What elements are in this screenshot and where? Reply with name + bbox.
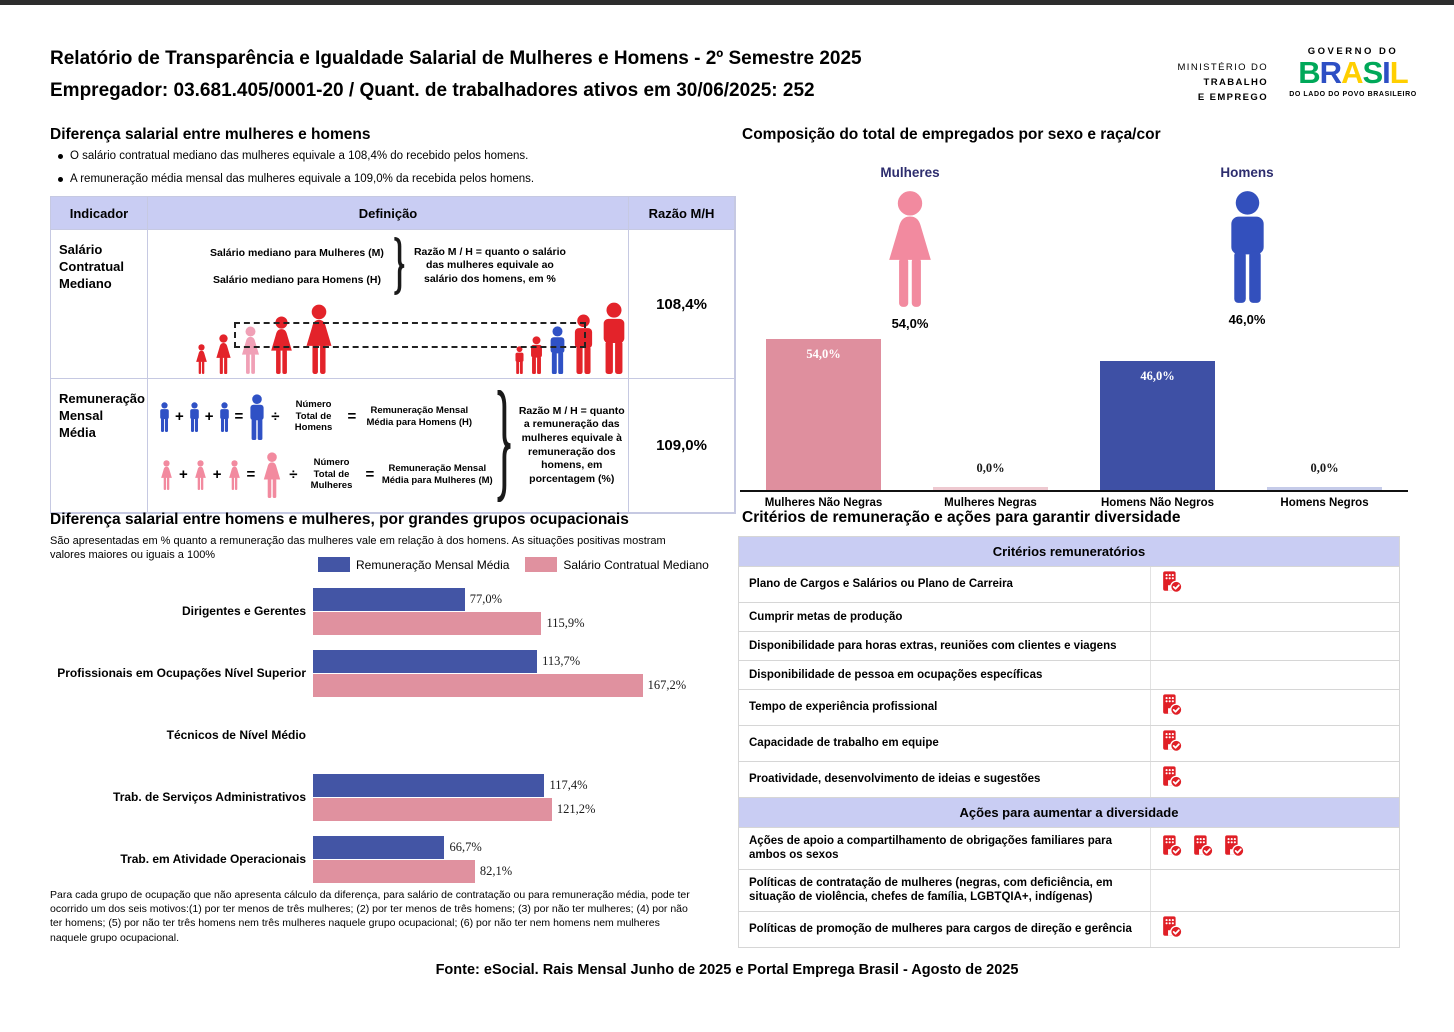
women-mean-formula	[158, 452, 496, 498]
composition-chart	[740, 322, 1408, 492]
occupational-value-label: 115,9%	[546, 615, 585, 630]
criteria-label: Cumprir metas de produção	[739, 603, 1151, 631]
composition-value-label: 54,0%	[806, 346, 841, 361]
occupational-value-label: 77,0%	[469, 591, 503, 606]
top-border-bar	[0, 0, 1454, 5]
woman-large-icon	[845, 190, 975, 312]
plus-operator: +	[179, 466, 188, 483]
composition-value-label: 0,0%	[1310, 461, 1339, 475]
criteria-row	[739, 726, 1399, 762]
occupational-bar	[313, 798, 552, 821]
composition-bar	[933, 487, 1048, 490]
criteria-row	[739, 690, 1399, 726]
occupational-subtitle: São apresentadas em % quanto a remuneração das mulheres vale em relação à dos homens. As situações positivas mostram valores maiores ou iguais a 100%	[50, 535, 666, 562]
gov-brasil-logo	[1284, 46, 1422, 98]
median-highlight-box	[234, 322, 586, 348]
criteria-row	[739, 762, 1399, 798]
section-title-occupational: Diferença salarial entre homens e mulheres, por grandes grupos ocupacionais	[50, 511, 629, 528]
bullet-mean-salary-text: A remuneração média mensal das mulheres equivale a 109,0% da recebida pelos homens.	[70, 173, 535, 185]
criteria-label: Políticas de promoção de mulheres para cargos de direção e gerência	[739, 912, 1151, 947]
men-label: Homens	[1220, 165, 1274, 180]
men-pct: 46,0%	[1228, 312, 1266, 327]
women-result-label: Remuneração Mensal Média para Mulheres (M)	[381, 463, 493, 486]
occupational-chart	[50, 580, 740, 890]
divide-operator: ÷	[289, 466, 298, 483]
man-figure-icon	[188, 402, 201, 432]
occupational-value-label: 117,4%	[549, 777, 588, 792]
composition-category-label: Mulheres Negras	[944, 497, 1037, 509]
equals-operator: =	[246, 466, 256, 483]
plus-operator: +	[212, 466, 222, 483]
brasil-letter: B	[1298, 55, 1320, 90]
ministry-logo	[1150, 60, 1268, 106]
man-figure-icon	[598, 302, 628, 374]
plus-operator: +	[175, 408, 184, 425]
composition-bar	[1267, 487, 1382, 490]
criteria-section-header: Ações para aumentar a diversidade	[739, 798, 1399, 828]
equals-operator: =	[234, 408, 244, 425]
man-large-icon	[1182, 190, 1312, 308]
man-figure-icon	[158, 402, 171, 432]
occupational-category-label: Trab. de Serviços Administrativos	[113, 789, 306, 804]
bullet-dot	[58, 177, 63, 182]
occupational-bar	[313, 860, 475, 883]
section-title-composition: Composição do total de empregados por sexo e raça/cor	[742, 126, 1161, 143]
bullet-dot	[58, 154, 63, 159]
women-summary	[845, 165, 975, 331]
occupational-category-label: Trab. em Atividade Operacionais	[120, 851, 306, 866]
legend-swatch-mediano	[525, 557, 557, 572]
occupational-bar	[313, 674, 643, 697]
woman-figure-icon	[158, 460, 175, 490]
criteria-label: Tempo de experiência profissional	[739, 690, 1151, 725]
composition-slot	[1241, 322, 1408, 490]
composition-slot	[907, 322, 1074, 490]
occupational-footnote: Para cada grupo de ocupação que não apresenta cálculo da diferença, para salário de contratação ou para remuneração média, pode ter ocorrido um dos seis motivos:(1) por ter menos de três mulheres; (2) por ter menos de três homens; (3) por não ter mulheres; (4) por não ter homens; (5) por não ter três homens nem três mulheres naquele grupo ocupacional; (6) por não ter nem homens nem mulheres naquele grupo ocupacional.	[50, 889, 690, 944]
composition-category-label: Homens Negros	[1280, 497, 1369, 509]
man-figure-icon	[513, 346, 525, 374]
criteria-checks	[1151, 632, 1399, 660]
men-mean-formula	[158, 394, 496, 440]
building-check-icon	[1159, 570, 1183, 599]
building-check-icon	[1190, 834, 1214, 863]
men-summary	[1182, 165, 1312, 327]
occupational-group	[50, 766, 740, 828]
composition-slot	[740, 322, 907, 490]
equals-operator: =	[347, 408, 357, 425]
criteria-row	[739, 603, 1399, 632]
brasil-letter: L	[1389, 55, 1408, 90]
occupational-value-label: 167,2%	[647, 677, 687, 692]
brasil-letter: S	[1362, 55, 1383, 90]
occupational-bar	[313, 774, 544, 797]
occupational-category-label: Profissionais em Ocupações Nível Superior	[57, 665, 306, 680]
criteria-table	[738, 536, 1400, 948]
indicator-median-salary: Salário Contratual Mediano	[51, 230, 148, 379]
occupational-bar	[313, 612, 541, 635]
report-title: Relatório de Transparência e Igualdade Salarial de Mulheres e Homens - 2º Semestre 2025	[50, 48, 862, 69]
criteria-checks	[1151, 726, 1399, 761]
section-title-criteria: Critérios de remuneração e ações para garantir diversidade	[742, 509, 1181, 526]
col-header-indicador: Indicador	[51, 197, 148, 230]
criteria-checks	[1151, 870, 1399, 911]
occupational-category-label: Técnicos de Nível Médio	[166, 727, 306, 742]
bullet-mean-salary	[58, 173, 534, 185]
composition-category-label: Homens Não Negros	[1100, 497, 1215, 509]
ministry-line3: E EMPREGO	[1197, 92, 1268, 104]
median-men-def: Salário mediano para Homens (H)	[212, 273, 382, 286]
gov-logo-bottom-text: DO LADO DO POVO BRASILEIRO	[1289, 90, 1417, 98]
criteria-checks	[1151, 661, 1399, 689]
brasil-wordmark	[1284, 57, 1422, 90]
chart-legend	[318, 557, 709, 572]
criteria-row	[739, 912, 1399, 947]
legend-item-median	[525, 557, 708, 572]
ratio-mean: 109,0%	[629, 379, 735, 513]
criteria-label: Proatividade, desenvolvimento de ideias e sugestões	[739, 762, 1151, 797]
bullet-median-salary	[58, 150, 528, 162]
plus-operator: +	[204, 408, 214, 425]
occupational-value-label: 121,2%	[556, 801, 596, 816]
occupational-value-label: 66,7%	[449, 839, 482, 854]
legend-label-media: Remuneração Mensal Média	[356, 557, 510, 572]
ministry-line1: MINISTÉRIO DO	[1177, 62, 1268, 73]
brasil-letter: A	[1341, 55, 1363, 90]
woman-figure-icon	[193, 344, 209, 374]
composition-bar	[766, 339, 881, 490]
composition-categories	[740, 497, 1408, 509]
occupational-group	[50, 828, 740, 890]
definition-mean-salary	[148, 379, 629, 513]
women-count-label: Número Total de Mulheres	[310, 457, 353, 492]
composition-category-label: Mulheres Não Negras	[764, 497, 883, 509]
employer-line: Empregador: 03.681.405/0001-20 / Quant. de trabalhadores ativos em 30/06/2025: 252	[50, 80, 815, 101]
occupational-bar	[313, 588, 465, 611]
criteria-row	[739, 828, 1399, 870]
building-check-icon	[1159, 765, 1183, 794]
criteria-row	[739, 870, 1399, 912]
occupational-group	[50, 642, 740, 704]
median-ratio-note: Razão M / H = quanto o salário das mulheres equivale ao salário dos homens, em %	[413, 246, 566, 285]
men-result-label: Remuneração Mensal Média para Homens (H)	[366, 405, 473, 428]
legend-item-mean	[318, 557, 509, 572]
composition-slot	[1074, 322, 1241, 490]
criteria-label: Capacidade de trabalho em equipe	[739, 726, 1151, 761]
col-header-razao: Razão M/H	[629, 197, 735, 230]
legend-label-mediano: Salário Contratual Mediano	[563, 557, 709, 572]
man-figure-icon	[218, 402, 231, 432]
source-footer: Fonte: eSocial. Rais Mensal Junho de 2025 e Portal Emprega Brasil - Agosto de 2025	[435, 962, 1019, 978]
woman-figure-icon	[192, 460, 209, 490]
gov-logo-top-text: GOVERNO DO	[1307, 46, 1399, 57]
woman-figure-icon	[259, 452, 285, 498]
ratio-median: 108,4%	[629, 230, 735, 379]
occupational-value-label: 82,1%	[479, 863, 513, 878]
criteria-checks	[1151, 603, 1399, 631]
criteria-checks	[1151, 912, 1399, 947]
criteria-row	[739, 567, 1399, 603]
divide-operator: ÷	[271, 408, 280, 425]
composition-bar	[1100, 361, 1215, 490]
composition-value-label: 0,0%	[976, 461, 1005, 475]
women-label: Mulheres	[880, 165, 940, 180]
criteria-checks	[1151, 828, 1399, 869]
criteria-checks	[1151, 690, 1399, 725]
criteria-checks	[1151, 762, 1399, 797]
woman-figure-icon	[212, 334, 234, 374]
brasil-letter: R	[1319, 55, 1342, 90]
brace-icon	[496, 390, 511, 502]
criteria-label: Ações de apoio a compartilhamento de obrigações familiares para ambos os sexos	[739, 828, 1151, 869]
definition-median-salary	[148, 230, 629, 379]
criteria-checks	[1151, 567, 1399, 602]
mean-ratio-note: Razão M / H = quanto a remuneração das mulheres equivale à remuneração dos homens, em porcentagem (%)	[518, 404, 625, 485]
occupational-bar	[313, 836, 444, 859]
salary-indicator-table	[50, 196, 736, 514]
legend-swatch-media	[318, 557, 350, 572]
building-check-icon	[1159, 729, 1183, 758]
criteria-label: Plano de Cargos e Salários ou Plano de Carreira	[739, 567, 1151, 602]
man-figure-icon	[247, 394, 267, 440]
women-pct: 54,0%	[891, 316, 929, 331]
criteria-row	[739, 632, 1399, 661]
building-check-icon	[1159, 693, 1183, 722]
criteria-row	[739, 661, 1399, 690]
median-pictogram	[148, 296, 628, 378]
criteria-label: Disponibilidade para horas extras, reuniões com clientes e viagens	[739, 632, 1151, 660]
occupational-value-label: 113,7%	[542, 653, 581, 668]
building-check-icon	[1159, 834, 1183, 863]
men-count-label: Número Total de Homens	[294, 399, 333, 434]
indicator-mean-salary: Remuneração Mensal Média	[51, 379, 148, 513]
criteria-label: Políticas de contratação de mulheres (negras, com deficiência, em situação de violência, chefes de família, LGBTQIA+, indígenas)	[739, 870, 1151, 911]
occupational-category-label: Dirigentes e Gerentes	[181, 603, 306, 618]
building-check-icon	[1159, 915, 1183, 944]
equals-operator: =	[365, 466, 375, 483]
ministry-line2: TRABALHO	[1203, 77, 1268, 89]
woman-figure-icon	[226, 460, 243, 490]
criteria-section-header: Critérios remuneratórios	[739, 537, 1399, 567]
brasil-letter: I	[1382, 55, 1390, 90]
building-check-icon	[1221, 834, 1245, 863]
median-women-def: Salário mediano para Mulheres (M)	[210, 246, 384, 259]
criteria-label: Disponibilidade de pessoa em ocupações específicas	[739, 661, 1151, 689]
col-header-definicao: Definição	[148, 197, 629, 230]
bullet-median-salary-text: O salário contratual mediano das mulheres equivale a 108,4% do recebido pelos homens.	[70, 150, 529, 162]
occupational-group	[50, 580, 740, 642]
occupational-bar	[313, 650, 537, 673]
occupational-group	[50, 704, 740, 766]
brace-icon	[392, 237, 406, 295]
section-title-salary-diff: Diferença salarial entre mulheres e homens	[50, 126, 371, 143]
composition-value-label: 46,0%	[1140, 369, 1175, 384]
